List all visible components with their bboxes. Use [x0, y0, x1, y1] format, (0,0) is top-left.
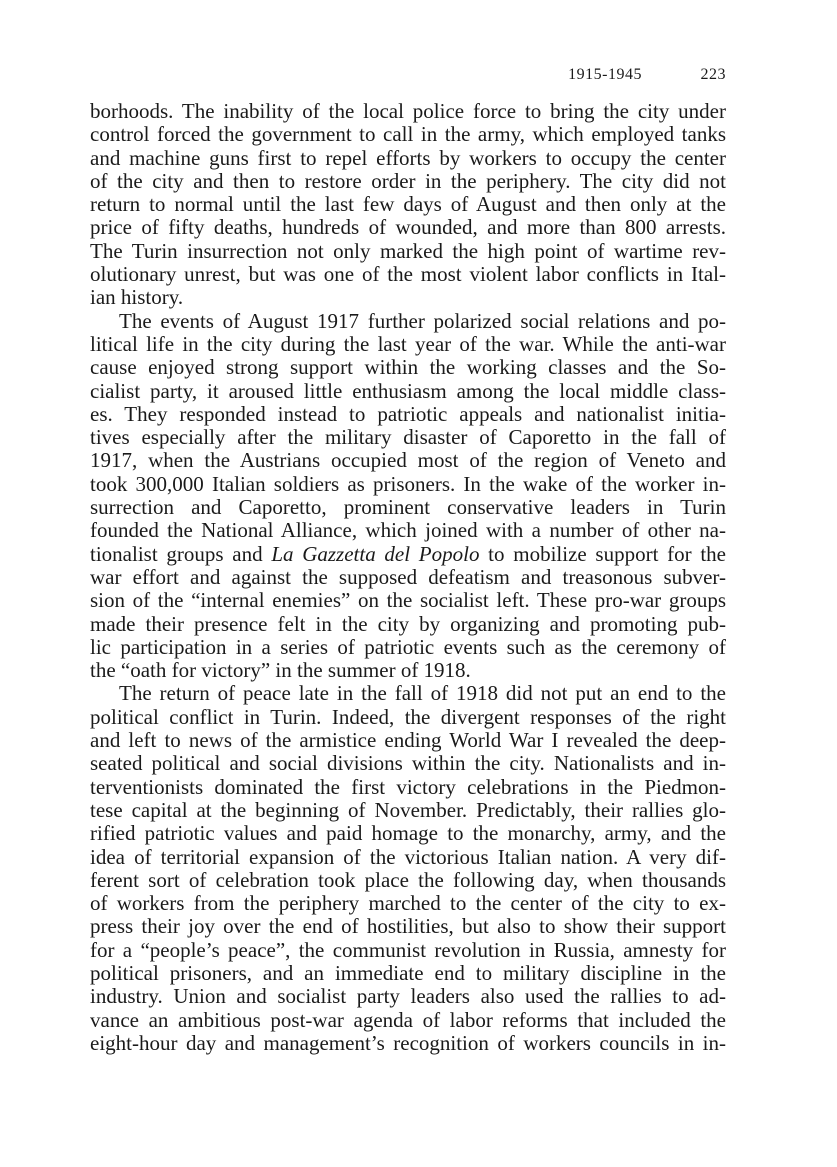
- text-line: tese capital at the beginning of November. Predictably, their rallies glo-: [90, 797, 726, 822]
- text-line: made their presence felt in the city by organizing and promoting pub-: [90, 611, 726, 636]
- text-line: for a “people’s peace”, the communist revolution in Russia, amnesty for: [90, 937, 726, 962]
- body-text: [90, 100, 726, 1055]
- text-line: war effort and against the supposed defeatism and treasonous subver-: [90, 564, 726, 589]
- text-line: control forced the government to call in the army, which employed tanks: [90, 122, 726, 147]
- paragraph-2: [90, 310, 726, 683]
- text-line: terventionists dominated the first victory celebrations in the Piedmon-: [90, 774, 726, 799]
- text-line: and left to news of the armistice ending World War I revealed the deep-: [90, 728, 726, 753]
- paragraph-3: [90, 682, 726, 1055]
- text-line: 1917, when the Austrians occupied most of the region of Veneto and: [90, 448, 726, 473]
- text-line: political conflict in Turin. Indeed, the divergent responses of the right: [90, 704, 726, 729]
- page-number: 223: [700, 66, 726, 83]
- text-line-with-italic-title: [90, 543, 726, 566]
- text-line: cialist party, it aroused little enthusiasm among the local middle class-: [90, 378, 726, 403]
- text-line: founded the National Alliance, which joined with a number of other na-: [90, 518, 726, 543]
- paragraph-1: [90, 100, 726, 310]
- text-line: took 300,000 Italian soldiers as prisoners. In the wake of the worker in-: [90, 471, 726, 496]
- text-line: es. They responded instead to patriotic appeals and nationalist initia-: [90, 401, 726, 426]
- newspaper-title: La Gazzetta del Popolo: [271, 541, 480, 566]
- text-line: and machine guns first to repel efforts by workers to occupy the center: [90, 145, 726, 170]
- text-line: political prisoners, and an immediate end to military discipline in the: [90, 960, 726, 985]
- text-line: cause enjoyed strong support within the working classes and the So-: [90, 355, 726, 380]
- running-head: [90, 66, 726, 88]
- text-line: idea of territorial expansion of the victorious Italian nation. A very dif-: [90, 844, 726, 869]
- text-line: press their joy over the end of hostilities, but also to show their support: [90, 914, 726, 939]
- section-title: 1915-1945: [568, 66, 642, 83]
- text-line: industry. Union and socialist party leaders also used the rallies to ad-: [90, 984, 726, 1009]
- text-line: The return of peace late in the fall of 1918 did not put an end to the: [119, 681, 726, 706]
- text-line: olutionary unrest, but was one of the most violent labor conflicts in Ital-: [90, 262, 726, 287]
- text-line: return to normal until the last few days of August and then only at the: [90, 192, 726, 217]
- text-line: rified patriotic values and paid homage to the monarchy, army, and the: [90, 821, 726, 846]
- text-line: the “oath for victory” in the summer of 1918.: [90, 658, 471, 683]
- text-line: tives especially after the military disaster of Caporetto in the fall of: [90, 425, 726, 450]
- text-line: vance an ambitious post-war agenda of labor reforms that included the: [90, 1007, 726, 1032]
- text-line: seated political and social divisions within the city. Nationalists and in-: [90, 751, 726, 776]
- text-line: lic participation in a series of patriotic events such as the ceremony of: [90, 634, 726, 659]
- text-line: ian history.: [90, 285, 184, 310]
- text-line: The events of August 1917 further polarized social relations and po-: [119, 308, 726, 333]
- text-line: sion of the “internal enemies” on the socialist left. These pro-war groups: [90, 588, 726, 613]
- text-line: surrection and Caporetto, prominent conservative leaders in Turin: [90, 495, 726, 520]
- text-line: borhoods. The inability of the local police force to bring the city under: [90, 99, 726, 123]
- text-line: litical life in the city during the last year of the war. While the anti-war: [90, 331, 726, 356]
- text-line: eight-hour day and management’s recognition of workers councils in in-: [90, 1030, 726, 1055]
- text-line: The Turin insurrection not only marked the high point of wartime rev-: [90, 238, 726, 263]
- text-fragment: to mobilize support for the: [479, 541, 727, 566]
- text-line: ferent sort of celebration took place the following day, when thousands: [90, 867, 726, 892]
- text-fragment: tionalist groups and: [90, 541, 272, 566]
- text-line: price of fifty deaths, hundreds of wounded, and more than 800 arrests.: [90, 215, 726, 240]
- text-line: of workers from the periphery marched to the center of the city to ex-: [90, 891, 726, 916]
- text-line: of the city and then to restore order in the periphery. The city did not: [90, 168, 726, 193]
